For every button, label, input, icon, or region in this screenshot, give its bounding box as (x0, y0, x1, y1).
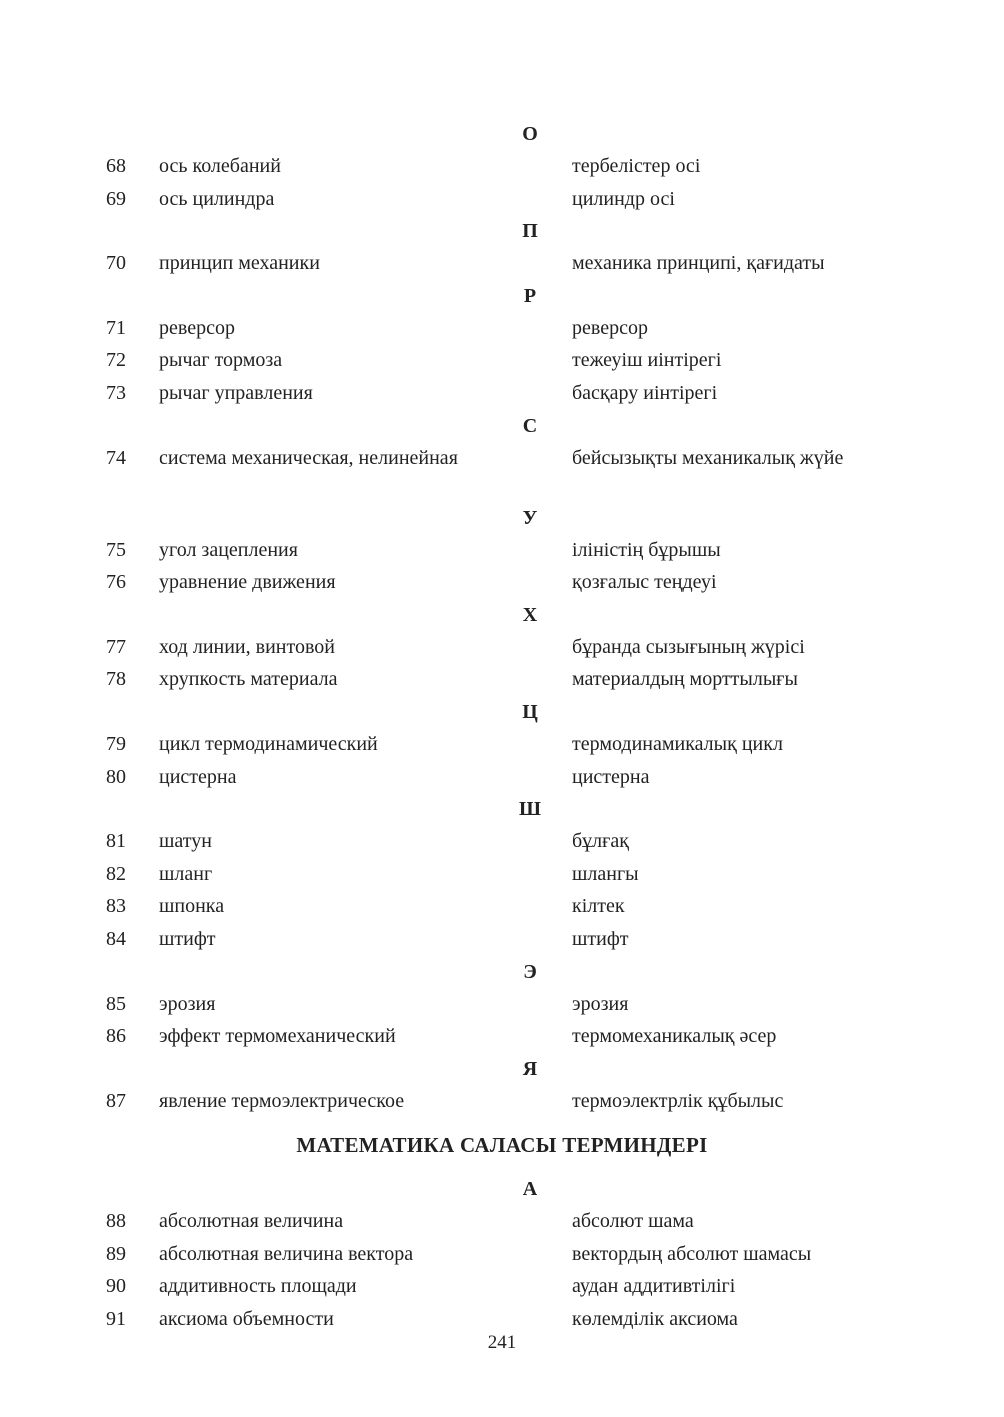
term-row (0, 631, 1004, 664)
term-row (0, 1270, 1004, 1303)
term-number: 68 (106, 155, 126, 177)
term-russian: ход линии, винтовой (159, 635, 335, 658)
term-number: 88 (106, 1210, 126, 1233)
term-kazakh: материалдың морттылығы (572, 668, 798, 691)
term-number: 89 (106, 1242, 126, 1265)
term-number: 79 (106, 732, 126, 755)
term-kazakh: бұранда сызығының жүрісі (572, 635, 805, 658)
term-russian: цикл термодинамический (159, 732, 378, 755)
term-row (0, 377, 1004, 410)
term-russian: принцип механики (159, 252, 320, 275)
term-kazakh: термодинамикалық цикл (572, 732, 783, 755)
term-russian: система механическая, нелинейная (159, 446, 458, 469)
glossary-section-mechanics (0, 118, 1004, 1117)
term-kazakh: бұлғақ (572, 830, 629, 853)
term-number: 81 (106, 830, 126, 853)
term-number: 72 (106, 349, 126, 372)
term-kazakh: бейсызықты механикалық жүйе (572, 446, 844, 469)
term-row (0, 890, 1004, 923)
term-russian: эффект термомеханический (159, 1025, 396, 1048)
term-russian: ось колебаний (159, 155, 281, 177)
term-row (0, 728, 1004, 761)
term-kazakh: іліністің бұрышы (572, 538, 721, 561)
term-russian: шатун (159, 830, 212, 853)
term-row (0, 247, 1004, 280)
term-russian: абсолютная величина вектора (159, 1242, 414, 1265)
term-kazakh: цистерна (572, 765, 650, 788)
term-russian: рычаг управления (159, 381, 313, 404)
term-kazakh: штифт (572, 927, 629, 950)
glossary-section-mathematics (0, 1173, 1004, 1335)
letter-heading: Ц (522, 700, 538, 723)
term-number: 85 (106, 992, 126, 1015)
letter-heading: Р (523, 284, 537, 307)
term-kazakh: механика принципі, қағидаты (572, 252, 825, 275)
term-kazakh: тежеуіш иінтірегі (572, 349, 722, 372)
term-kazakh: цилиндр осі (572, 187, 675, 210)
term-russian: аддитивность площади (159, 1275, 357, 1298)
term-number: 70 (106, 252, 126, 275)
term-number: 86 (106, 1025, 126, 1048)
glossary-content (0, 118, 1004, 1336)
term-row (0, 825, 1004, 858)
letter-heading: Ш (519, 798, 541, 821)
term-number: 90 (106, 1275, 126, 1298)
letter-heading: Х (522, 603, 538, 626)
term-number: 69 (106, 187, 126, 210)
term-kazakh: кілтек (572, 895, 625, 918)
term-russian: цистерна (159, 765, 237, 788)
term-russian: хрупкость материала (159, 668, 338, 691)
letter-heading: С (522, 414, 538, 437)
term-number: 91 (106, 1308, 126, 1331)
term-row (0, 1303, 1004, 1336)
term-russian: реверсор (159, 316, 235, 339)
term-kazakh: шлангы (572, 862, 639, 885)
term-row (0, 534, 1004, 567)
page-number: 241 (487, 1332, 517, 1353)
term-number: 84 (106, 927, 126, 950)
term-row (0, 1205, 1004, 1238)
term-russian: штифт (159, 927, 216, 950)
term-russian: уравнение движения (159, 571, 336, 594)
term-number: 87 (106, 1089, 126, 1112)
term-row (0, 312, 1004, 345)
term-row (0, 442, 1004, 502)
letter-heading: П (522, 220, 538, 243)
term-row (0, 1020, 1004, 1053)
term-number: 82 (106, 862, 126, 885)
term-russian: эрозия (159, 992, 216, 1015)
term-kazakh: көлемділік аксиома (572, 1308, 738, 1331)
term-row (0, 858, 1004, 891)
term-number: 71 (106, 316, 126, 339)
term-number: 80 (106, 765, 126, 788)
term-kazakh: басқару иінтірегі (572, 381, 718, 404)
term-russian: явление термоэлектрическое (159, 1089, 405, 1112)
term-russian: шпонка (159, 895, 225, 918)
term-number: 73 (106, 381, 126, 404)
term-kazakh: қозғалыс теңдеуі (572, 571, 717, 594)
term-row (0, 663, 1004, 696)
term-russian: шланг (159, 862, 213, 885)
letter-heading: Э (523, 960, 537, 983)
section-title: МАТЕМАТИКА САЛАСЫ ТЕРМИНДЕРІ (296, 1133, 708, 1158)
term-number: 83 (106, 895, 126, 918)
term-kazakh: термомеханикалық әсер (572, 1025, 777, 1048)
term-kazakh: реверсор (572, 316, 648, 339)
term-russian: абсолютная величина (159, 1210, 344, 1233)
term-row (0, 988, 1004, 1021)
term-number: 76 (106, 571, 126, 594)
term-kazakh: аудан аддитивтілігі (572, 1275, 736, 1298)
letter-heading: О (522, 123, 538, 145)
term-kazakh: тербелістер осі (572, 155, 701, 177)
term-row (0, 923, 1004, 956)
term-number: 74 (106, 446, 126, 469)
term-row (0, 566, 1004, 599)
term-kazakh: термоэлектрлік құбылыс (572, 1089, 784, 1112)
term-row (0, 761, 1004, 794)
term-row (0, 1085, 1004, 1118)
term-kazakh: абсолют шама (572, 1210, 694, 1233)
term-row (0, 150, 1004, 183)
letter-heading: У (522, 506, 538, 529)
term-row (0, 183, 1004, 216)
term-number: 78 (106, 668, 126, 691)
term-kazakh: эрозия (572, 992, 629, 1015)
term-russian: угол зацепления (159, 538, 298, 561)
term-number: 77 (106, 635, 126, 658)
term-russian: ось цилиндра (159, 187, 275, 210)
term-kazakh: вектордың абсолют шамасы (572, 1242, 812, 1265)
letter-heading: Я (522, 1057, 538, 1080)
term-row (0, 1238, 1004, 1271)
term-russian: аксиома объемности (159, 1308, 334, 1331)
term-number: 75 (106, 538, 126, 561)
term-russian: рычаг тормоза (159, 349, 283, 372)
term-row (0, 344, 1004, 377)
letter-heading: А (522, 1178, 538, 1201)
